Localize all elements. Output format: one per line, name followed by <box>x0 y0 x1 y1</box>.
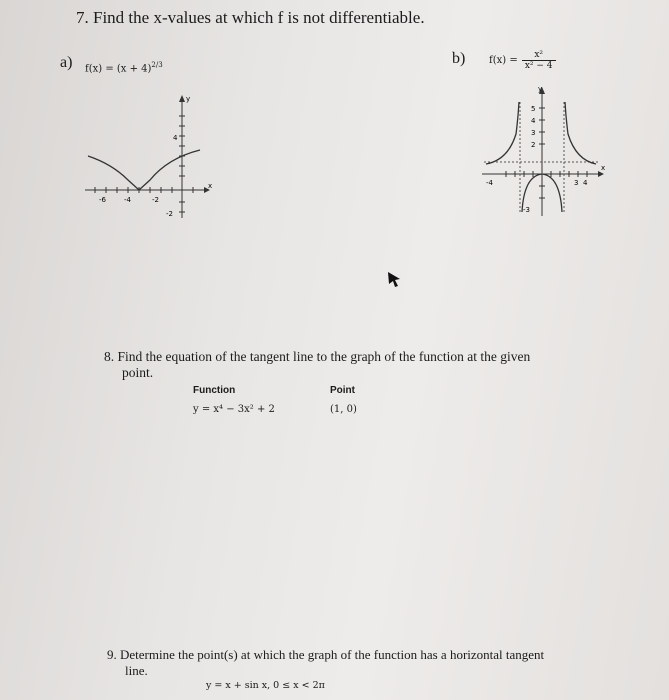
q9-function: y = x + sin x, 0 ≤ x < 2π <box>206 680 325 691</box>
q7-title: 7. Find the x-values at which f is not differentiable. <box>76 8 425 27</box>
graph-b-tick-5: 5 <box>531 105 536 113</box>
graph-b-tick-neg3: -3 <box>523 206 530 214</box>
graph-b-tick-neg4: -4 <box>486 179 493 187</box>
graph-b-x-label: x <box>601 164 606 172</box>
graph-a-tick-neg4: -4 <box>124 196 131 204</box>
q8-title: 8. Find the equation of the tangent line to the graph of the function at the given point. <box>104 349 531 380</box>
graph-b-right-branch <box>565 102 596 164</box>
graph-b-tick-4: 4 <box>531 117 536 125</box>
graph-b-left-branch <box>486 102 519 164</box>
graph-a-tick-neg2: -2 <box>166 210 173 218</box>
q8-function-header: Function <box>193 385 236 396</box>
graph-a-y-arrow <box>179 95 185 102</box>
graph-a-curve <box>88 150 200 190</box>
mouse-cursor-icon <box>386 270 402 288</box>
graph-b-tick-4x: 4 <box>583 179 588 187</box>
q8-point-header: Point <box>330 385 355 396</box>
graph-b-tick-3x: 3 <box>574 179 579 187</box>
q7-part-a-function: $f(x) = (x + 4)^{2/3}$ <box>85 61 163 75</box>
graph-a-x-label: x <box>208 182 213 190</box>
q7-part-b-function: f(x) = x² x² − 4 <box>489 50 556 71</box>
graph-a <box>82 92 217 222</box>
graph-b-tick-3: 3 <box>531 129 536 137</box>
q8-point: (1, 0) <box>330 404 357 415</box>
graph-b <box>478 84 608 219</box>
q8-function: y = x⁴ − 3x² + 2 <box>193 404 275 415</box>
q7-part-b-label: b) <box>452 50 466 67</box>
graph-b-tick-2: 2 <box>531 141 536 149</box>
q7-part-a-label: a) <box>60 54 73 71</box>
q9-title: 9. Determine the point(s) at which the graph of the function has a horizontal tangent line. <box>107 647 545 678</box>
graph-a-tick-4: 4 <box>173 134 178 142</box>
graph-a-y-label: y <box>186 95 191 103</box>
graph-a-tick-neg6: -6 <box>99 196 106 204</box>
graph-b-y-label: y <box>538 85 543 93</box>
graph-a-tick-neg2x: -2 <box>152 196 159 204</box>
